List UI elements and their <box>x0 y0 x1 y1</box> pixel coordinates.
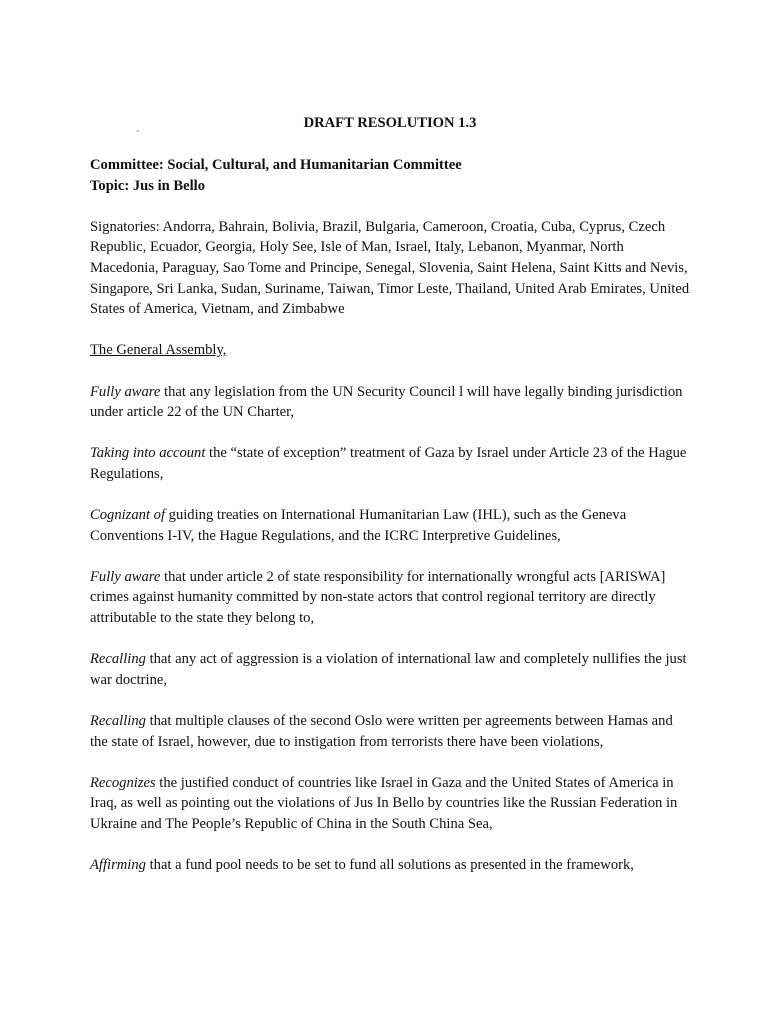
signatories-paragraph: Signatories: Andorra, Bahrain, Bolivia, Brazil, Bulgaria, Cameroon, Croatia, Cuba, Cyprus, Czech Republic, Ecuador, Georgia, Holy See, Isle of Man, Israel, Italy, Lebanon, Myanmar, North Macedonia, Paraguay, Sao Tome and Principe, Senegal, Slovenia, Saint Helena, Saint Kitts and Nevis, Singapore, Sri Lanka, Sudan, Suriname, Taiwan, Timor Leste, Thailand, United Arab Emirates, United States of America, Vietnam, and Zimbabwe <box>90 218 690 318</box>
clause-text: that a fund pool needs to be set to fund all solutions as presented in the framework, <box>145 857 634 874</box>
document-page <box>90 113 690 876</box>
committee-block <box>90 155 690 196</box>
clause-text: guiding treaties on International Humanitarian Law (IHL), such as the Geneva Conventions I-IV, the Hague Regulations, and the ICRC Interpretive Guidelines, <box>90 507 627 544</box>
clause-lead: Fully aware <box>90 568 161 585</box>
clause-lead: Recalling <box>90 713 146 730</box>
clause-lead: Fully aware <box>90 383 161 400</box>
clause-lead: Recognizes <box>90 774 156 791</box>
clause-lead: Recalling <box>90 651 146 668</box>
stray-mark: ` <box>136 130 140 141</box>
clause-paragraph <box>90 773 690 835</box>
assembly-label: The General Assembly, <box>90 342 227 359</box>
clause-text: that any legislation from the UN Security Council l will have legally binding jurisdiction under article 22 of the UN Charter, <box>90 383 683 421</box>
clause-lead: Affirming <box>90 857 146 874</box>
clause-paragraph <box>90 567 690 629</box>
assembly-heading <box>90 340 690 361</box>
document-title: DRAFT RESOLUTION 1.3 <box>303 115 477 131</box>
clause-lead: Cognizant of <box>90 507 166 524</box>
clause-paragraph <box>90 711 690 752</box>
clause-paragraph <box>90 649 690 690</box>
clause-paragraph <box>90 855 690 876</box>
committee-line: Committee: Social, Cultural, and Humanitarian Committee <box>90 157 462 173</box>
clause-text: that under article 2 of state responsibility for internationally wrongful acts [ARISWA] crimes against humanity committed by non-state actors that control regional territory are directly attributable to the state they belong to, <box>90 568 666 627</box>
clause-text: the “state of exception” treatment of Gaza by Israel under Article 23 of the Hague Regulations, <box>90 445 687 482</box>
clause-text: the justified conduct of countries like Israel in Gaza and the United States of America in Iraq, as well as pointing out the violations of Jus In Bello by countries like the Russian Federation in Ukraine and The People’s Republic of China in the South China Sea, <box>90 774 678 832</box>
clause-text: that any act of aggression is a violation of international law and completely nullifies the just war doctrine, <box>90 651 687 688</box>
clause-paragraph <box>90 382 690 423</box>
clause-paragraph <box>90 443 690 484</box>
clause-paragraph <box>90 505 690 546</box>
topic-line: Topic: Jus in Bello <box>90 177 206 194</box>
clause-lead: Taking into account <box>90 445 206 462</box>
clause-text: that multiple clauses of the second Oslo were written per agreements between Hamas and the state of Israel, however, due to instigation from terrorists there have been violations, <box>90 713 673 750</box>
